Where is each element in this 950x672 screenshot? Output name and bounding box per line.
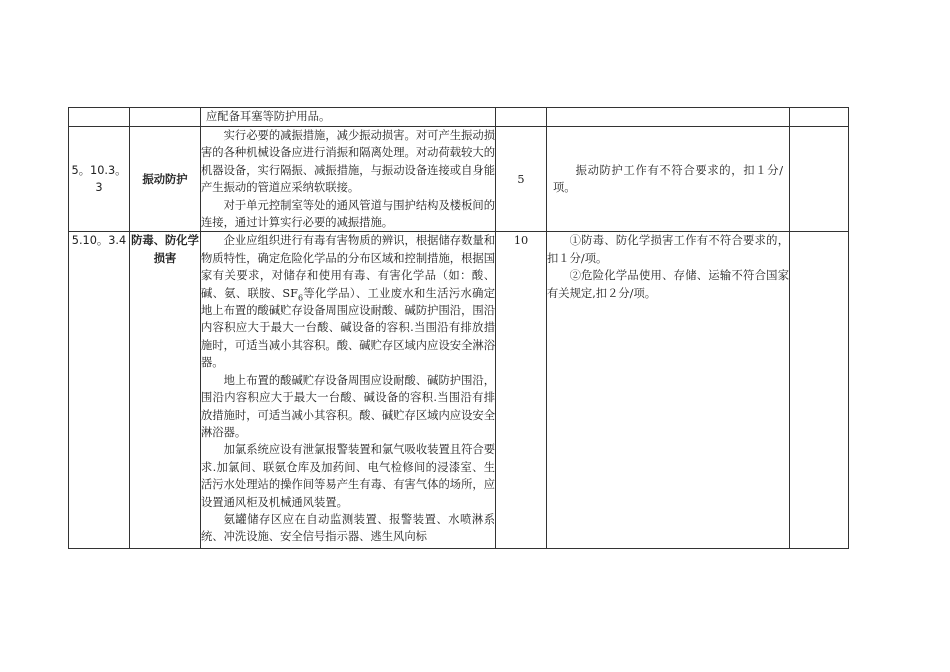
item-name-cell — [130, 108, 201, 127]
criteria-paragraph: ②危险化学品使用、存储、运输不符合国家有关规定,扣２分/项。 — [547, 269, 789, 300]
item-name-cell: 振动防护 — [130, 127, 201, 232]
criteria-cell — [547, 127, 790, 232]
criteria-cell — [547, 108, 790, 127]
criteria-paragraph: ①防毒、防化学损害工作有不符合要求的，扣１分/项。 — [547, 234, 789, 265]
item-code-cell: 5.10。3.4 — [69, 232, 130, 549]
item-name-cell: 防毒、防化学损害 — [130, 232, 201, 549]
remark-cell — [790, 232, 849, 549]
item-code-cell — [69, 108, 130, 127]
subscript-text: 6 — [297, 292, 304, 302]
table-row — [69, 108, 849, 127]
item-code-cell: 5。10.3。3 — [69, 127, 130, 232]
requirement-paragraph: 实行必要的减振措施，减少振动损害。对可产生振动损害的各种机械设备应进行消振和隔离处理。对动荷载较大的机器设备，实行隔振、减振措施，与振动设备连接或自身能产生振动的管道应采纳软联接。 — [201, 129, 495, 195]
table-row — [69, 232, 849, 549]
score-cell — [496, 108, 547, 127]
criteria-cell — [547, 232, 790, 549]
requirement-paragraph: 氨罐储存区应在自动监测装置、报警装置、水喷淋系统、冲洗设施、安全信号指示器、逃生风向标 — [201, 512, 495, 544]
table-row — [69, 127, 849, 232]
score-cell: 10 — [496, 232, 547, 549]
requirement-cell — [201, 232, 496, 549]
requirement-paragraph: 加氯系统应设有泄氯报警装置和氯气吸收装置且符合要求.加氯间、联氨仓库及加药间、电气检修间的浸漆室、生活污水处理站的操作间等易产生有毒、有害气体的场所，应设置通风柜及机械通风装置。 — [201, 443, 495, 509]
requirement-text: 等化学品）、工业废水和生活污水确定地上布置的酸碱贮存设备周围应设耐酸、碱防护围沿，围沿内容积应大于最大一台酸、碱设备的容积.当围沿有排放措施时，可适当减小其容积。酸、碱贮存区域内应设安全淋浴器。 — [201, 286, 496, 370]
remark-cell — [790, 127, 849, 232]
requirement-paragraph: 应配备耳塞等防护用品。 — [206, 110, 331, 123]
criteria-paragraph: 振动防护工作有不符合要求的，扣１分/项。 — [553, 163, 783, 195]
requirement-paragraph — [201, 232, 495, 371]
requirement-paragraph: 地上布置的酸碱贮存设备周围应设耐酸、碱防护围沿，围沿内容积应大于最大一台酸、碱设备的容积.当围沿有排放措施时，可适当减小其容积。酸、碱贮存区域内应设安全淋浴器。 — [201, 373, 495, 439]
requirement-paragraph: 对于单元控制室等处的通风管道与围护结构及楼板间的连接，通过计算实行必要的减振措施。 — [201, 198, 495, 230]
requirement-text: 企业应组织进行有毒有害物质的辨识，根据储存数量和物质特性，确定危险化学品的分布区域和控制措施，根据国家有关要求，对储存和使用有毒、有害化学品（如：酸、碱、氨、联胺、SF — [201, 234, 495, 300]
requirement-cell — [201, 108, 496, 127]
score-cell: 5 — [496, 127, 547, 232]
requirement-cell — [201, 127, 496, 232]
remark-cell — [790, 108, 849, 127]
standards-table — [68, 107, 849, 549]
